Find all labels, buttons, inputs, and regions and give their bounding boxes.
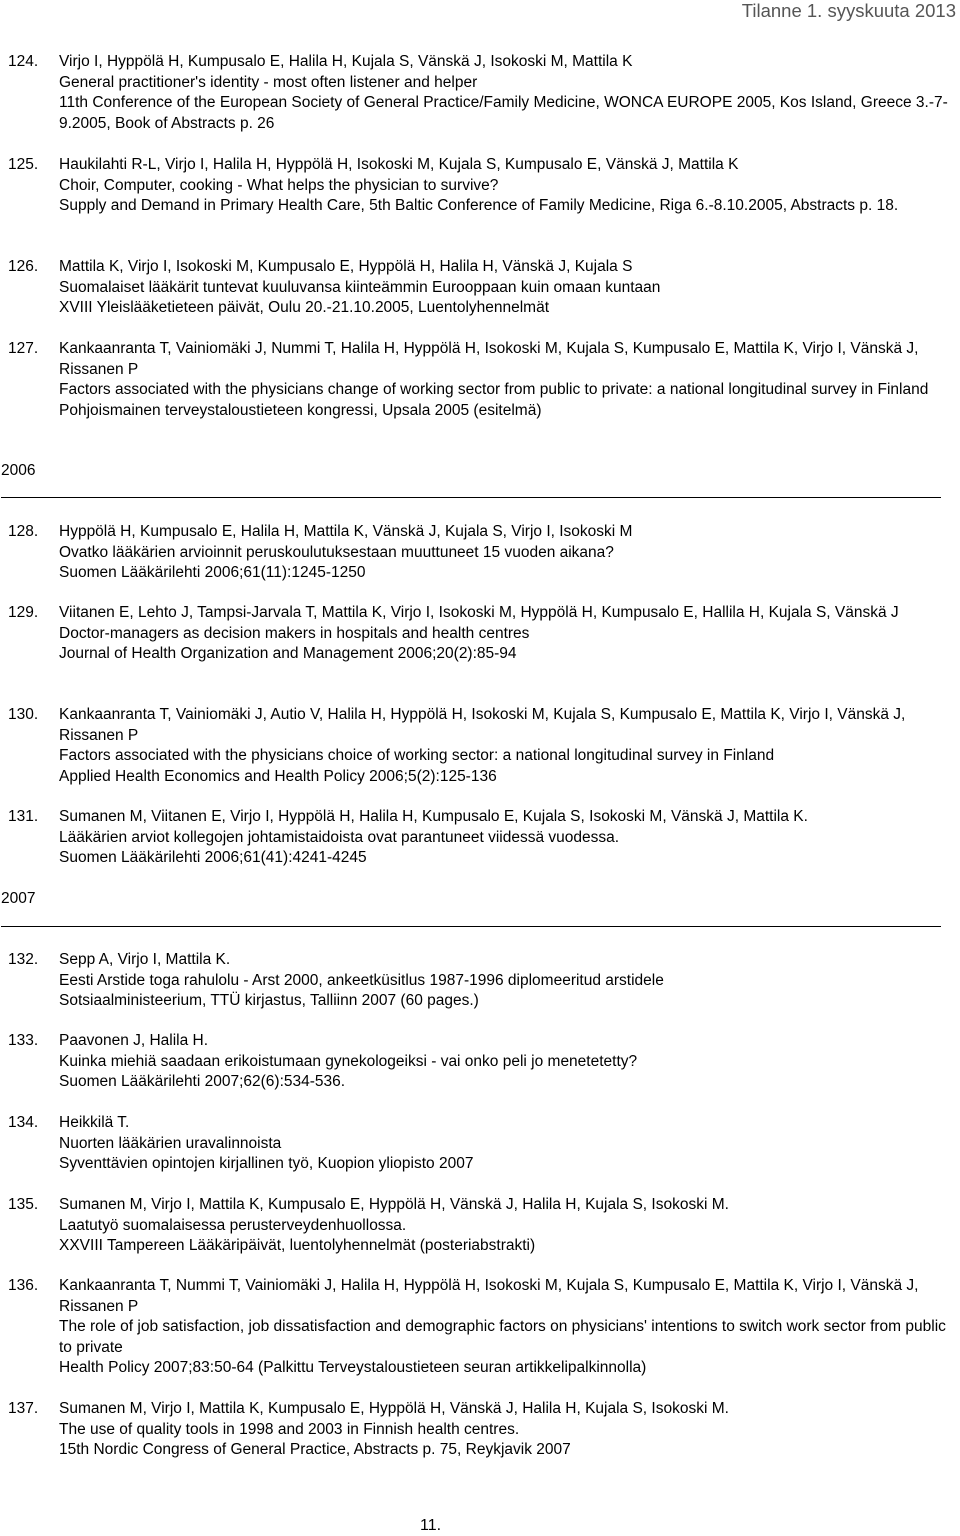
entry-title: Factors associated with the physicians change of working sector from public to private: a national longitudinal survey in Finland [59,381,929,398]
entry-title: Doctor-managers as decision makers in hospitals and health centres [59,624,530,642]
entry-authors: Mattila K, Virjo I, Isokoski M, Kumpusalo E, Hyppölä H, Halila H, Vänskä J, Kujala S [59,258,633,275]
year-heading-2006: 2006 [1,462,36,479]
entry-number: 129. [8,604,39,621]
entry-title: Factors associated with the physicians choice of working sector: a national longitudinal survey in Finland [59,747,775,764]
entry-number: 124. [8,53,39,70]
page-date-header: Tilanne 1. syyskuuta 2013 [741,0,956,21]
entry-authors: Haukilahti R-L, Virjo I, Halila H, Hyppölä H, Isokoski M, Kujala S, Kumpusalo E, Vänskä J, Mattila K [59,156,739,173]
entry-authors: Kankaanranta T, Vainiomäki J, Autio V, Halila H, Hyppölä H, Isokoski M, Kujala S, Kumpusalo E, Mattila K, Virjo I, Vänskä J, Rissanen P [59,706,906,744]
publication-entry [8,705,958,787]
entry-title: Eesti Arstide toga rahulolu - Arst 2000, ankeetküsitlus 1987-1996 diplomeeritud arstidele [59,971,664,989]
entry-authors: Kankaanranta T, Vainiomäki J, Nummi T, Halila H, Hyppölä H, Isokoski M, Kujala S, Kumpusalo E, Mattila K, Virjo I, Vänskä J, Rissanen P [59,340,919,378]
publication-entry [8,339,958,421]
entry-title: The role of job satisfaction, job dissatisfaction and demographic factors on physicians' intentions to switch work sector from public to private [59,1318,946,1356]
entry-number: 136. [8,1277,39,1294]
entry-number: 126. [8,258,39,275]
entry-title: The use of quality tools in 1998 and 2003 in Finnish health centres. [59,1420,520,1438]
entry-number: 133. [8,1032,39,1049]
entry-authors: Virjo I, Hyppölä H, Kumpusalo E, Halila H, Kujala S, Vänskä J, Isokoski M, Mattila K [59,53,633,70]
entry-source: Suomen Lääkärilehti 2007;62(6):534-536. [59,1073,346,1090]
entry-authors: Sepp A, Virjo I, Mattila K. [59,951,231,968]
entry-authors: Heikkilä T. [59,1114,130,1131]
section-divider [1,497,941,498]
entry-title: Lääkärien arviot kollegojen johtamistaidoista ovat parantuneet viidessä vuodessa. [59,828,620,846]
publication-entry [8,522,958,584]
entry-source: Pohjoismainen terveystaloustieteen kongressi, Upsala 2005 (esitelmä) [59,401,542,419]
entry-authors: Viitanen E, Lehto J, Tampsi-Jarvala T, Mattila K, Virjo I, Isokoski M, Hyppölä H, Kumpusalo E, Hallila H, Kujala S, Vänskä J [59,604,899,621]
publication-entry [8,1195,958,1257]
entry-source: Health Policy 2007;83:50-64 (Palkittu Terveystaloustieteen seuran artikkelipalkinnolla) [59,1359,647,1376]
entry-authors: Hyppölä H, Kumpusalo E, Halila H, Mattila K, Vänskä J, Kujala S, Virjo I, Isokoski M [59,523,633,540]
entry-title: General practitioner's identity - most often listener and helper [59,73,478,91]
publication-entry [8,1113,958,1175]
entry-number: 134. [8,1114,39,1131]
publication-entry [8,807,958,869]
entry-source: Suomen Lääkärilehti 2006;61(41):4241-4245 [59,849,367,866]
publication-entry [8,52,958,134]
entry-number: 137. [8,1400,39,1417]
entry-source: XXVIII Tampereen Lääkäripäivät, luentolyhennelmät (posteriabstrakti) [59,1237,536,1254]
publication-entry [8,1399,958,1461]
entry-number: 128. [8,523,39,540]
entry-title: Suomalaiset lääkärit tuntevat kuuluvansa kiinteämmin Eurooppaan kuin omaan kuntaan [59,278,661,296]
entry-number: 132. [8,951,39,968]
entry-title: Laatutyö suomalaisessa perusterveydenhuollossa. [59,1216,407,1234]
entry-number: 131. [8,808,39,825]
entry-authors: Paavonen J, Halila H. [59,1032,209,1049]
entry-authors: Kankaanranta T, Nummi T, Vainiomäki J, Halila H, Hyppölä H, Isokoski M, Kujala S, Kumpusalo E, Mattila K, Virjo I, Vänskä J, Rissanen P [59,1277,919,1315]
publication-entry [8,1276,958,1379]
entry-source: Supply and Demand in Primary Health Care, 5th Baltic Conference of Family Medicine, Riga 6.-8.10.2005, Abstracts p. 18. [59,197,899,214]
publication-entry [8,950,958,1012]
entry-number: 127. [8,340,39,357]
entry-authors: Sumanen M, Virjo I, Mattila K, Kumpusalo E, Hyppölä H, Vänskä J, Halila H, Kujala S, Isokoski M. [59,1400,729,1417]
publication-entry [8,1031,958,1093]
publication-entry [8,603,958,665]
entry-source: Syventtävien opintojen kirjallinen työ, Kuopion yliopisto 2007 [59,1155,474,1172]
entry-title: Choir, Computer, cooking - What helps the physician to survive? [59,176,499,194]
entry-source: 11th Conference of the European Society of General Practice/Family Medicine, WONCA EUROPE 2005, Kos Island, Greece 3.-7-9.2005, Book of Abstracts p. 26 [59,94,948,132]
page-number: 11. [420,1517,442,1534]
entry-source: Suomen Lääkärilehti 2006;61(11):1245-1250 [59,564,366,581]
year-heading-2007: 2007 [1,890,36,907]
entry-source: Applied Health Economics and Health Policy 2006;5(2):125-136 [59,767,497,785]
publication-entry [8,257,958,319]
entry-source: XVIII Yleislääketieteen päivät, Oulu 20.-21.10.2005, Luentolyhennelmät [59,299,550,316]
entry-source: Journal of Health Organization and Management 2006;20(2):85-94 [59,645,517,662]
entry-number: 125. [8,156,39,173]
entry-source: Sotsiaalministeerium, TTÜ kirjastus, Talliinn 2007 (60 pages.) [59,992,479,1009]
entry-number: 130. [8,706,39,723]
entry-title: Nuorten lääkärien uravalinnoista [59,1134,282,1152]
entry-authors: Sumanen M, Virjo I, Mattila K, Kumpusalo E, Hyppölä H, Vänskä J, Halila H, Kujala S, Isokoski M. [59,1196,729,1213]
entry-number: 135. [8,1196,39,1213]
entry-authors: Sumanen M, Viitanen E, Virjo I, Hyppölä H, Halila H, Kumpusalo E, Kujala S, Isokoski M, Vänskä J, Mattila K. [59,808,808,825]
entry-title: Ovatko lääkärien arvioinnit peruskoulutuksestaan muuttuneet 15 vuoden aikana? [59,543,614,561]
section-divider [1,926,941,927]
publication-entry [8,155,958,217]
entry-title: Kuinka miehiä saadaan erikoistumaan gynekologeiksi - vai onko peli jo menetetetty? [59,1052,638,1070]
entry-source: 15th Nordic Congress of General Practice, Abstracts p. 75, Reykjavik 2007 [59,1441,571,1458]
